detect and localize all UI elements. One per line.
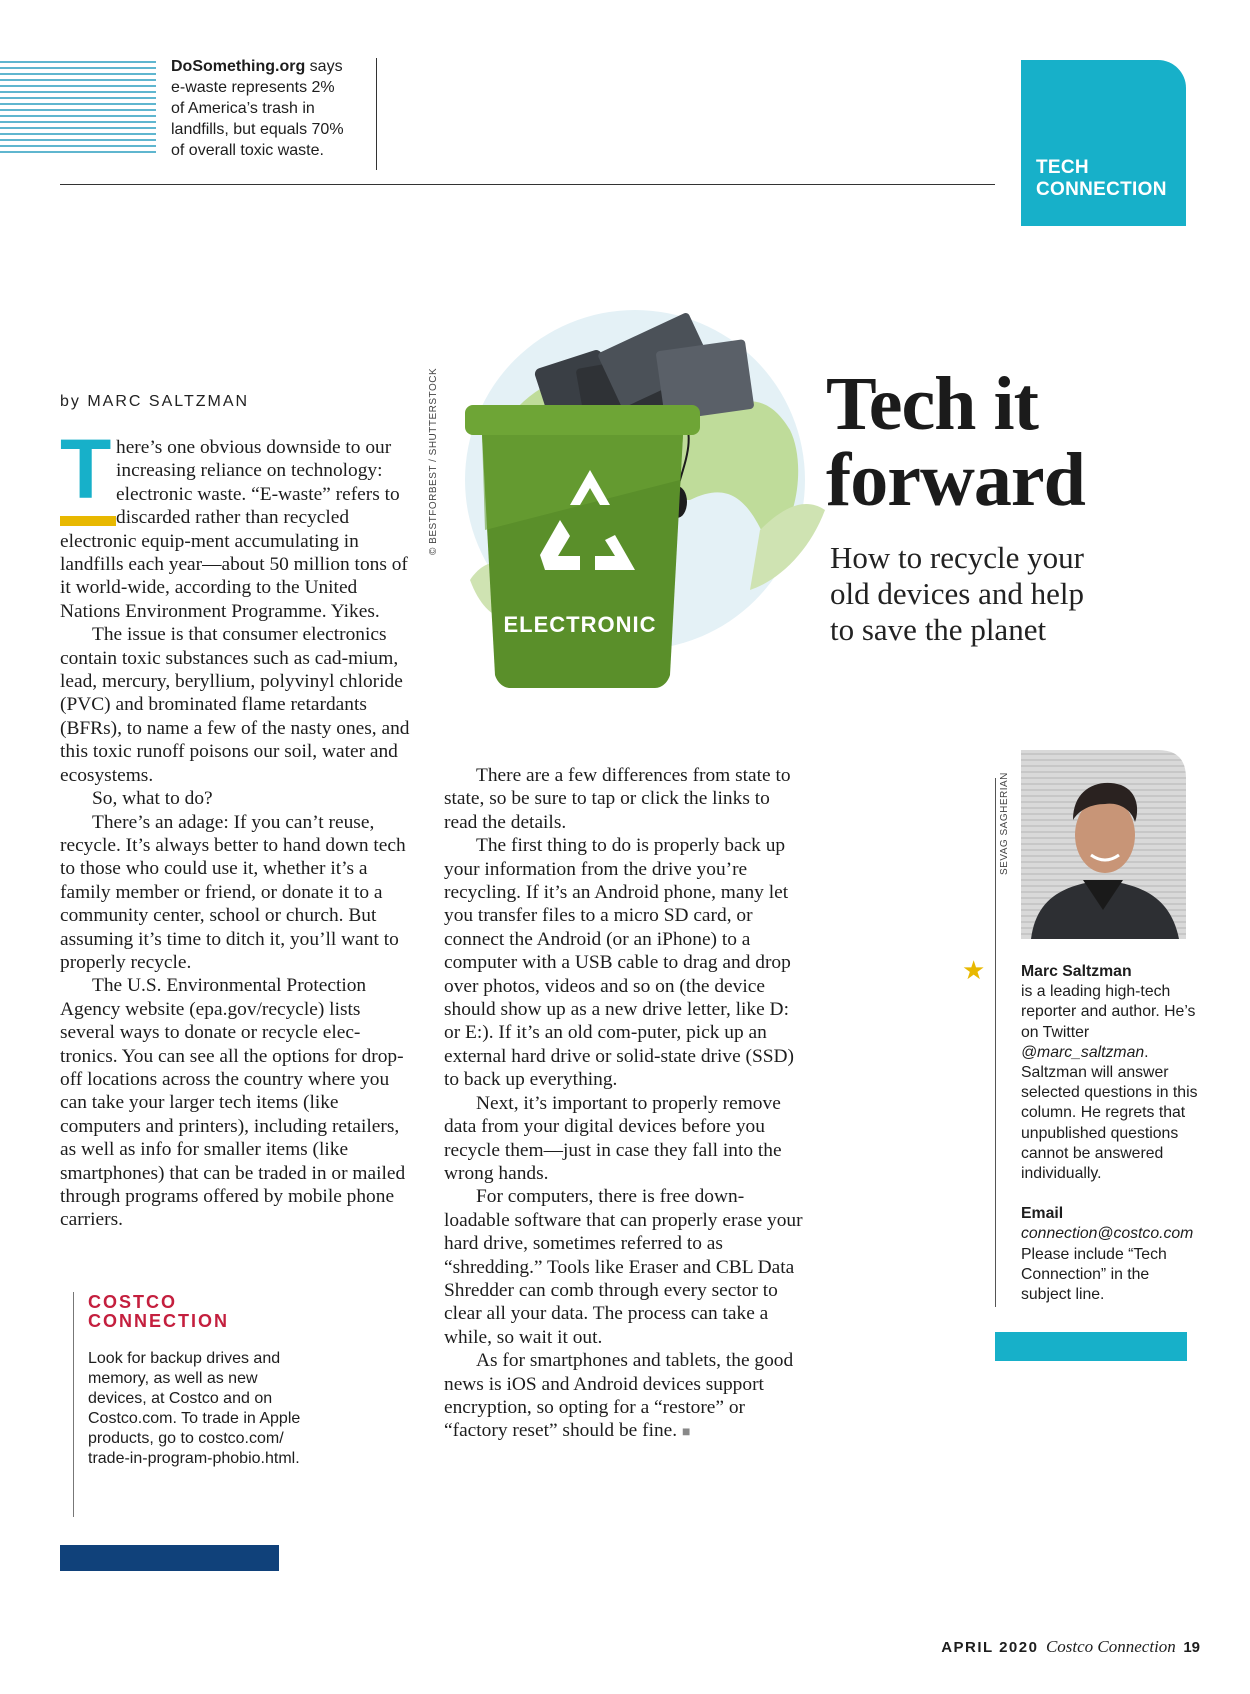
star-icon: ★ xyxy=(962,956,986,985)
author-bio-2: . Saltzman will answer selected questions in this column. He regrets that unpublished questions cannot be answered individually. xyxy=(1021,1043,1198,1183)
paragraph-3: So, what to do? xyxy=(92,788,213,810)
costco-box-title xyxy=(88,1293,288,1331)
paragraph-6: There are a few differences from state to state, so be sure to tap or click the links to read the details. xyxy=(444,765,791,833)
callout-line3: of America’s trash in xyxy=(171,100,315,117)
end-mark: ■ xyxy=(681,1425,691,1441)
bin-label: ELECTRONIC xyxy=(503,612,657,637)
paragraph-8: Next, it’s important to properly remove data from your digital devices before you recycle them—just in case they fall into the wrong hands. xyxy=(444,1092,782,1184)
decorative-stripes xyxy=(0,61,156,156)
paragraph-2: The issue is that consumer electronics contain toxic substances such as cad-mium, lead, mercury, beryllium, polyvinyl chloride (PVC) and brominated flame retardants (BFRs), to name a few of the nasty ones, and this toxic runoff poisons our soil, water and ecosystems. xyxy=(60,624,410,786)
author-box-rule xyxy=(995,778,996,1307)
callout-source: DoSomething.org xyxy=(171,58,306,75)
body-column-1 xyxy=(60,422,418,1232)
teal-accent-bar xyxy=(995,1332,1187,1361)
byline: by MARC SALTZMAN xyxy=(60,393,250,410)
paragraph-5: The U.S. Environmental Protection Agency website (epa.gov/recycle) lists several ways to donate or recycle elec-tronics. You can see all the options for drop-off locations across the country where you can take your larger tech items (like computers and printers), including retailers, as well as info for smaller items (like smartphones) that can be traded in or mailed through programs offered by mobile phone carriers. xyxy=(60,975,406,1231)
headline xyxy=(826,362,1226,522)
paragraph-10 xyxy=(444,1349,806,1445)
email-label: Email xyxy=(1021,1205,1064,1223)
paragraph-9: For computers, there is free down-loadable software that can properly erase your hard drive, sometimes referred to as “shredding.” Tools like Eraser and CBL Data Shredder can comb through every sector to clear all your data. The process can take a while, so wait it out. xyxy=(444,1186,803,1348)
callout-line2: e-waste represents 2% xyxy=(171,79,335,96)
footer-publication: Costco Connection xyxy=(1045,1637,1176,1656)
callout-line1-suffix: says xyxy=(305,58,343,75)
navy-accent-bar xyxy=(60,1545,279,1571)
top-rule xyxy=(60,184,995,185)
author-name: Marc Saltzman xyxy=(1021,963,1132,980)
recycle-bin-illustration xyxy=(430,300,830,740)
subhead-line1: How to recycle your xyxy=(830,540,1084,575)
section-tag-label xyxy=(1036,157,1186,201)
costco-title-line1: COSTCO xyxy=(88,1292,178,1312)
section-tag xyxy=(1021,60,1186,226)
headline-line1: Tech it xyxy=(826,362,1038,446)
author-bio-1: is a leading high-tech reporter and author. He’s on Twitter xyxy=(1021,983,1196,1041)
paragraph-7: The first thing to do is properly back up your information from the drive you’re recycling. If it’s an Android phone, many let you transfer files to a micro SD card, or connect the Android (or an iPhone) to a computer with a USB cable to drag and drop over photos, videos and so on (the device should show up as a new drive letter, like D: or E:). If it’s an old com-puter, pick up an external hard drive or solid-state drive (SSD) to back up everything. xyxy=(444,835,795,1091)
paragraph-4: There’s an adage: If you can’t reuse, recycle. It’s always better to hand down tech to those who could use it, whether it’s a family member or friend, or donate it to a community center, school or church. But assuming it’s time to ditch it, you’ll want to properly recycle. xyxy=(60,811,406,973)
body-column-2 xyxy=(444,764,806,1445)
subhead-line2: old devices and help xyxy=(830,576,1084,611)
headline-line2: forward xyxy=(826,438,1085,522)
author-twitter-link[interactable]: @marc_saltzman xyxy=(1021,1043,1145,1061)
author-bio xyxy=(1021,962,1199,1305)
illustration-credit: © BESTFORBEST / SHUTTERSTOCK xyxy=(428,367,439,555)
callout-line5: of overall toxic waste. xyxy=(171,142,324,159)
costco-box-rule xyxy=(73,1292,74,1517)
dropcap-underline xyxy=(60,516,116,526)
paragraph-1: here’s one obvious downside to our increasing reliance on technology: electronic waste. “E-waste” refers to discarded rather than recycled electronic equip-ment accumulating in landfills each year—about 50 million tons of it world-wide, according to the United Nations Environment Programme. Yikes. xyxy=(60,437,408,622)
dropcap-letter: T xyxy=(60,422,112,516)
author-photo xyxy=(1021,750,1186,939)
costco-title-line2: CONNECTION xyxy=(88,1311,229,1331)
page-footer xyxy=(900,1637,1200,1657)
stat-callout xyxy=(171,56,371,161)
subheadline xyxy=(830,540,1210,648)
email-note: Please include “Tech Connection” in the subject line. xyxy=(1021,1245,1167,1304)
footer-month: APRIL 2020 xyxy=(941,1639,1039,1656)
callout-divider xyxy=(376,58,377,170)
page-number: 19 xyxy=(1183,1639,1200,1656)
photo-credit: SEVAG SAGHERIAN xyxy=(999,772,1010,875)
email-link[interactable]: connection@costco.com xyxy=(1021,1225,1194,1243)
subhead-line3: to save the planet xyxy=(830,612,1047,647)
section-tag-line2: CONNECTION xyxy=(1036,179,1167,200)
callout-line4: landfills, but equals 70% xyxy=(171,121,344,138)
section-tag-line1: TECH xyxy=(1036,157,1089,178)
body-paragraph xyxy=(60,422,418,623)
costco-box-text: Look for backup drives and memory, as well as new devices, at Costco and on Costco.com. To trade in Apple products, go to costco.com/ trade-in-program-phobio.html. xyxy=(88,1350,301,1467)
dropcap xyxy=(60,422,116,516)
paragraph-10-text: As for smartphones and tablets, the good news is iOS and Android devices support encryption, so opting for a “restore” or “factory reset” should be fine. xyxy=(444,1350,794,1442)
bin-lid xyxy=(465,405,700,435)
